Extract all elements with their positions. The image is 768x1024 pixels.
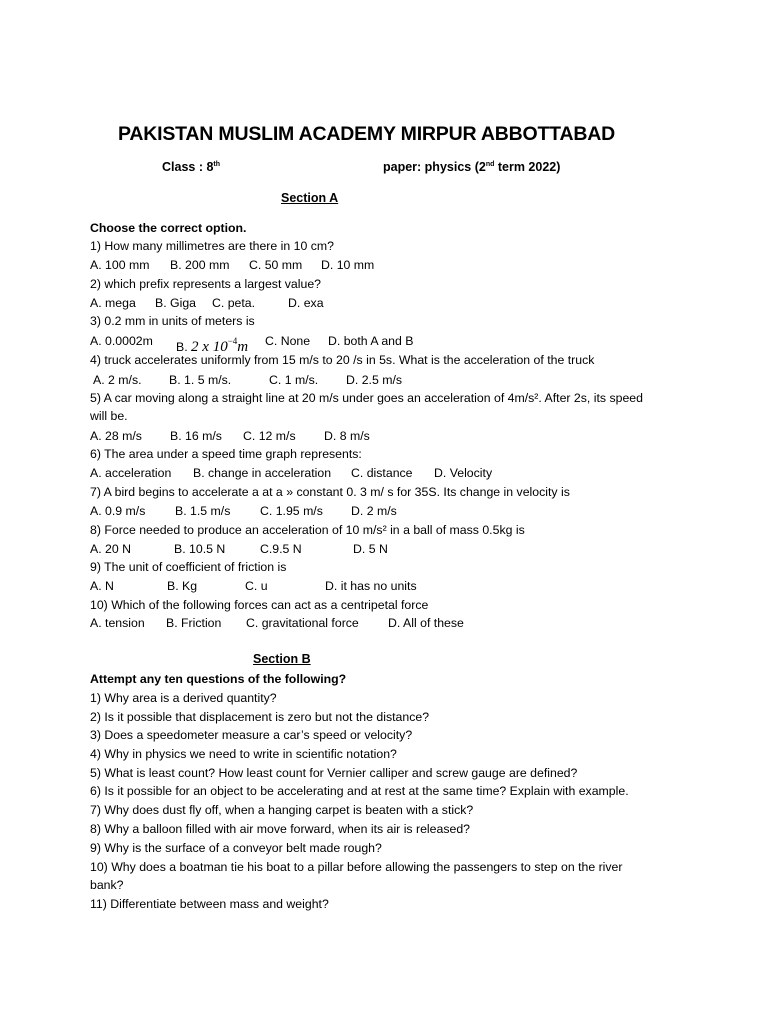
option: A. mega <box>90 296 136 310</box>
option: A. 0.9 m/s <box>90 504 146 518</box>
options-row <box>90 257 690 273</box>
section-a-heading: Section A <box>281 191 339 205</box>
options-row <box>90 541 690 557</box>
question: 10) Why does a boatman tie his boat to a pillar before allowing the passengers to step on the river <box>90 860 623 874</box>
question: 6) Is it possible for an object to be accelerating and at rest at the same time? Explain with example. <box>90 784 629 798</box>
option: B. change in acceleration <box>193 466 332 480</box>
question: 4) Why in physics we need to write in scientific notation? <box>90 747 397 761</box>
option: A. N <box>90 579 114 593</box>
option: C.9.5 N <box>260 542 302 556</box>
question: 5) What is least count? How least count for Vernier calliper and screw gauge are defined? <box>90 766 578 780</box>
question: 2) Is it possible that displacement is zero but not the distance? <box>90 710 430 724</box>
section-b-instruction: Attempt any ten questions of the following? <box>90 672 347 686</box>
section-b-heading: Section B <box>253 652 311 666</box>
question: 11) Differentiate between mass and weight? <box>90 897 329 911</box>
question-continuation: bank? <box>90 878 124 892</box>
options-row <box>90 465 690 481</box>
option: A. 20 N <box>90 542 132 556</box>
option: B. 1.5 m/s <box>175 504 231 518</box>
question: 9) Why is the surface of a conveyor belt made rough? <box>90 841 382 855</box>
option: A. 100 mm <box>90 258 150 272</box>
class-label: Class : 8th <box>162 160 221 174</box>
question: 2) which prefix represents a largest value? <box>90 277 322 291</box>
option: C. 12 m/s <box>243 429 296 443</box>
question: 3) Does a speedometer measure a car’s speed or velocity? <box>90 728 413 742</box>
question: 9) The unit of coefficient of friction is <box>90 560 287 574</box>
options-row <box>90 372 690 388</box>
option: A. tension <box>90 616 145 630</box>
question: 10) Which of the following forces can act as a centripetal force <box>90 598 429 612</box>
option: D. Velocity <box>434 466 493 480</box>
option: A. acceleration <box>90 466 172 480</box>
question: 8) Why a balloon filled with air move forward, when its air is released? <box>90 822 471 836</box>
options-row <box>90 578 690 594</box>
options-row <box>90 428 690 444</box>
question: 8) Force needed to produce an acceleration of 10 m/s² in a ball of mass 0.5kg is <box>90 523 525 537</box>
option: D. 2 m/s <box>351 504 397 518</box>
option: B. Friction <box>166 616 222 630</box>
option: C. distance <box>351 466 413 480</box>
question: 4) truck accelerates uniformly from 15 m/s to 20 /s in 5s. What is the acceleration of the truck <box>90 353 595 367</box>
scientific-notation: 2 x $10^{-4}m$ <box>191 336 249 355</box>
option: B. 2 x $10^{-4}m$ <box>176 336 249 355</box>
option: B. 16 m/s <box>170 429 222 443</box>
question: 5) A car moving along a straight line at 20 m/s under goes an acceleration of 4m/s². After 2s, its speed <box>90 391 643 405</box>
option: D. 2.5 m/s <box>346 373 403 387</box>
options-row <box>90 295 690 311</box>
options-row <box>90 333 690 355</box>
option: A. 0.0002m <box>90 334 153 348</box>
question: 7) A bird begins to accelerate a at a » constant 0. 3 m/ s for 35S. Its change in velocity is <box>90 485 570 499</box>
school-title: PAKISTAN MUSLIM ACADEMY MIRPUR ABBOTTABAD <box>118 123 615 145</box>
option: D. 10 mm <box>321 258 375 272</box>
option: D. it has no units <box>325 579 417 593</box>
question: 1) Why area is a derived quantity? <box>90 691 277 705</box>
option: B. 10.5 N <box>174 542 226 556</box>
option: D. 5 N <box>353 542 388 556</box>
option: D. exa <box>288 296 324 310</box>
options-row <box>90 615 690 631</box>
question-continuation: will be. <box>90 409 128 423</box>
question: 3) 0.2 mm in units of meters is <box>90 314 255 328</box>
section-a-instruction: Choose the correct option. <box>90 221 247 235</box>
option: A. 2 m/s. <box>93 373 142 387</box>
option: A. 28 m/s <box>90 429 142 443</box>
question: 6) The area under a speed time graph represents: <box>90 447 362 461</box>
option: D. All of these <box>388 616 464 630</box>
option: C. gravitational force <box>246 616 359 630</box>
option: D. both A and B <box>328 334 414 348</box>
option: C. peta. <box>212 296 256 310</box>
option: C. None <box>265 334 311 348</box>
option: B. Kg <box>167 579 198 593</box>
option: D. 8 m/s <box>324 429 370 443</box>
paper-label: paper: physics (2nd term 2022) <box>383 160 561 174</box>
question: 7) Why does dust fly off, when a hanging carpet is beaten with a stick? <box>90 803 474 817</box>
options-row <box>90 503 690 519</box>
option: C. u <box>245 579 268 593</box>
option: C. 1.95 m/s <box>260 504 323 518</box>
option: C. 50 mm <box>249 258 303 272</box>
question: 1) How many millimetres are there in 10 cm? <box>90 239 334 253</box>
option: B. 200 mm <box>170 258 230 272</box>
option: B. 1. 5 m/s. <box>169 373 232 387</box>
option: B. Giga <box>155 296 197 310</box>
option: C. 1 m/s. <box>269 373 319 387</box>
